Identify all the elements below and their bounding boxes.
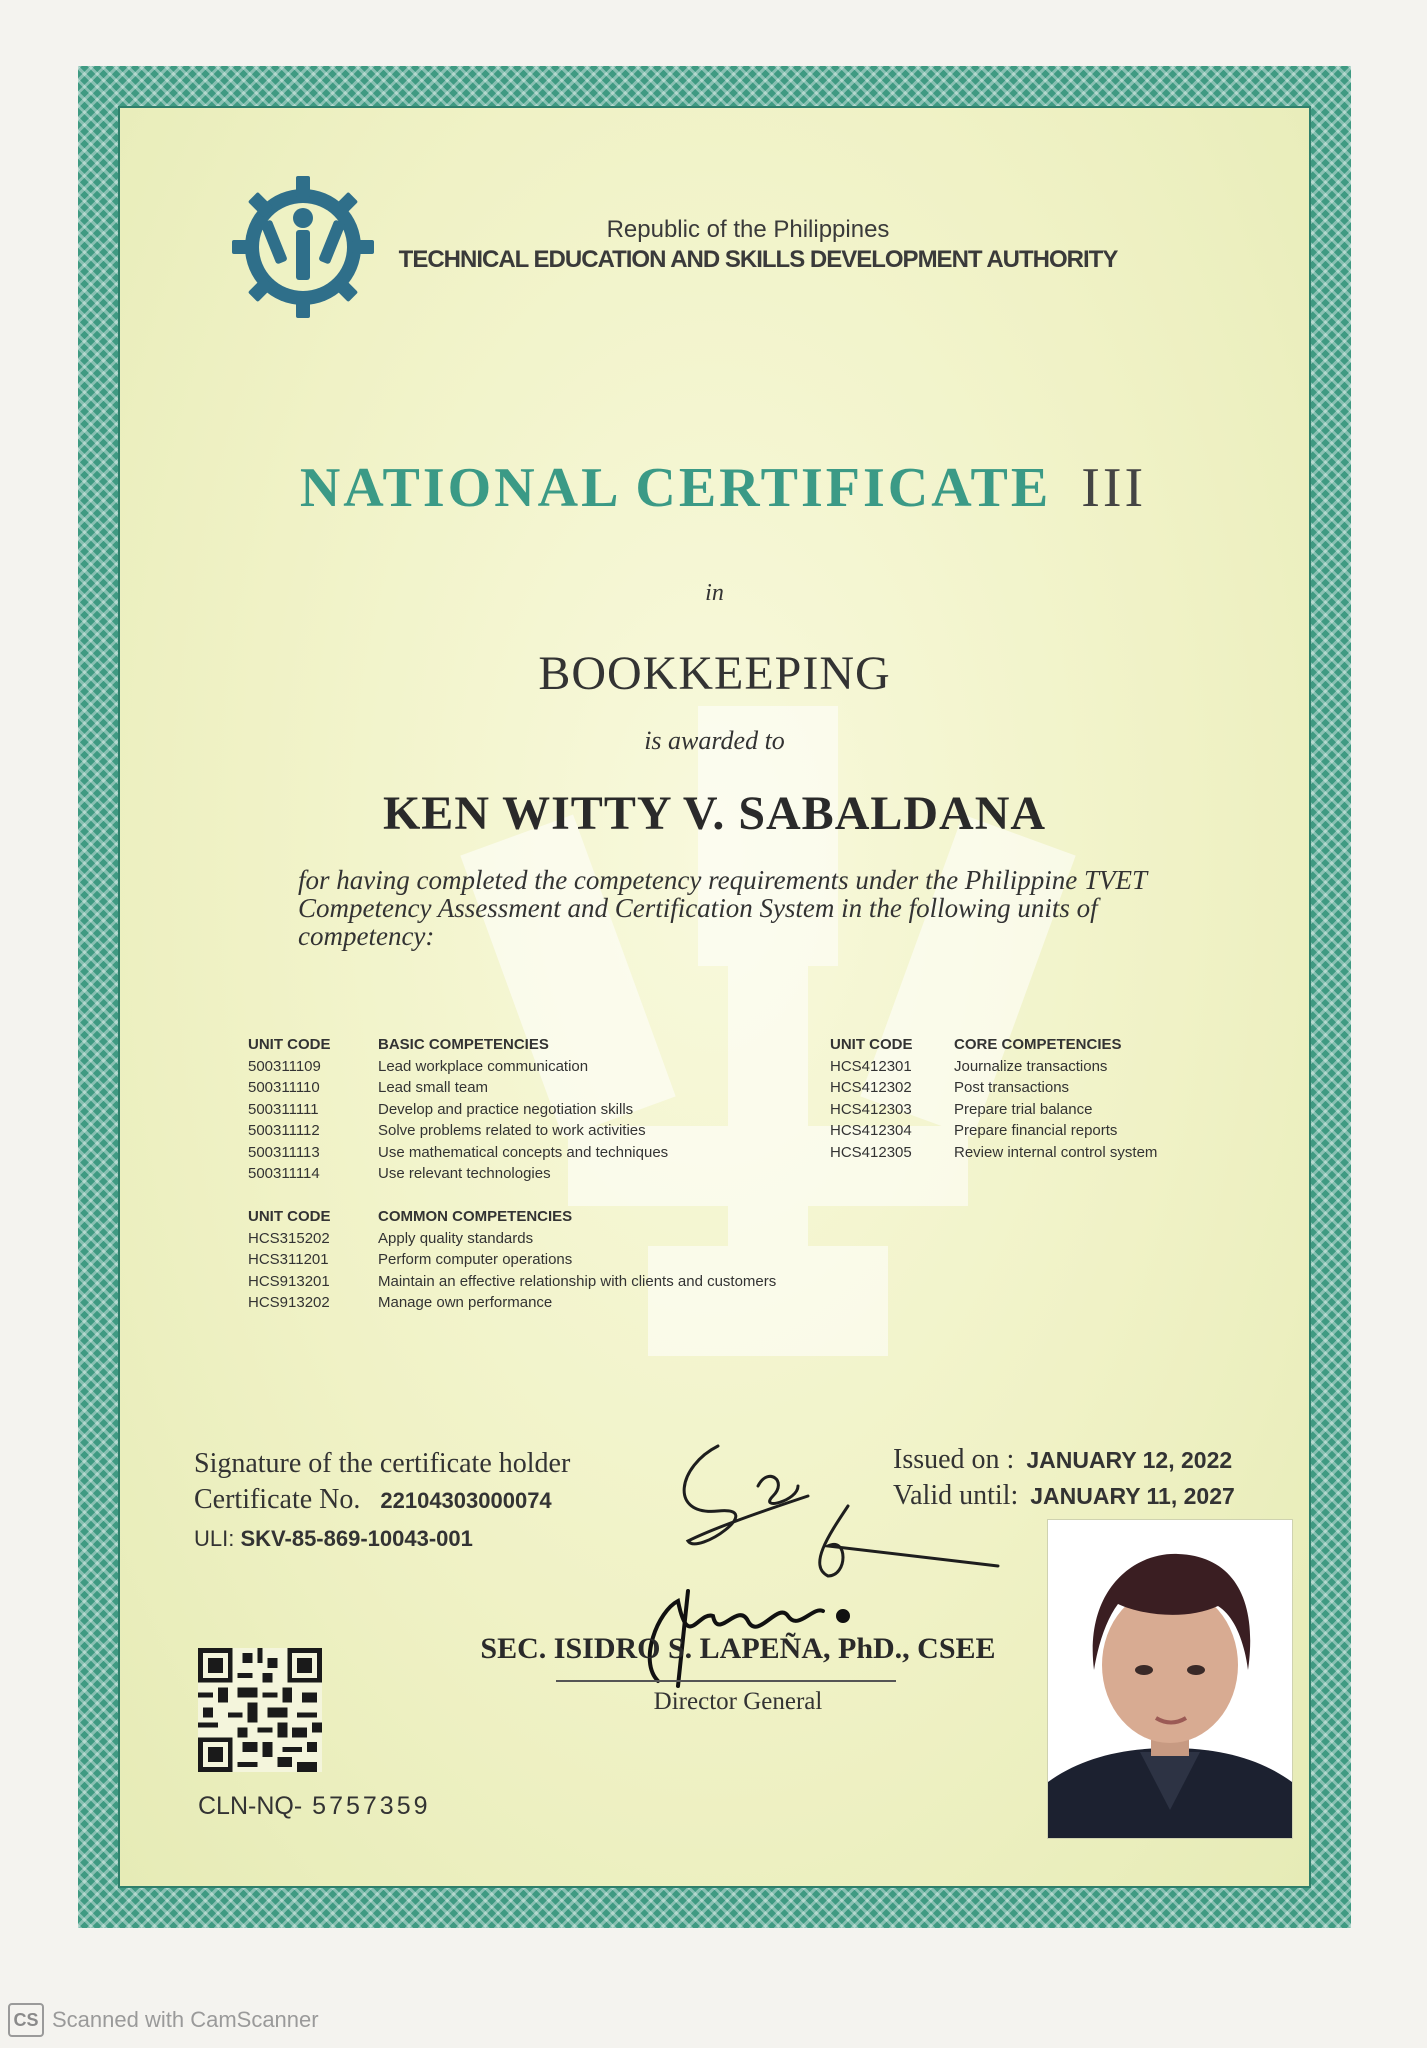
in-text: in (705, 580, 724, 606)
unit-title: Develop and practice negotiation skills (378, 1100, 634, 1118)
certificate-title (288, 456, 1158, 520)
unit-code-header: UNIT CODE (248, 1208, 331, 1225)
table-row (248, 1163, 748, 1185)
unit-code: 500311114 (248, 1165, 320, 1182)
unit-title: Post transactions (954, 1079, 1070, 1096)
qr-code-icon (198, 1648, 322, 1772)
unit-title: Lead small team (378, 1079, 489, 1096)
completion-statement: for having completed the competency requirements under the Philippine TVET Competency Assessment and Certification System in the following units of competency: (298, 865, 1147, 951)
table-row (248, 1077, 748, 1099)
valid-label: Valid until: (893, 1480, 1019, 1511)
competency-header: CORE COMPETENCIES (954, 1036, 1122, 1053)
unit-title: Prepare trial balance (954, 1100, 1093, 1118)
program-name: BOOKKEEPING (538, 647, 891, 700)
table-header (830, 1034, 1250, 1056)
table-row (830, 1142, 1250, 1164)
unit-code: 500311110 (248, 1079, 320, 1096)
holder-name: KEN WITTY V. SABALDANA (382, 787, 1047, 840)
certificate-number-label: Certificate No. (194, 1484, 361, 1515)
common-competencies-table (248, 1206, 848, 1314)
signature-line (556, 1680, 896, 1682)
scanner-text: Scanned with CamScanner (52, 2007, 319, 2032)
director-signature-icon (618, 1571, 878, 1691)
tesda-logo-icon (228, 172, 378, 322)
table-row (830, 1099, 1250, 1121)
scanner-footer (8, 2004, 319, 2036)
certificate-body (118, 106, 1311, 1888)
table-row (248, 1271, 848, 1293)
table-row (248, 1120, 748, 1142)
table-row (830, 1120, 1250, 1142)
unit-code-header: UNIT CODE (830, 1036, 913, 1053)
unit-code: HCS412301 (830, 1057, 912, 1075)
unit-title: Perform computer operations (378, 1251, 573, 1268)
unit-code: 500311109 (248, 1057, 321, 1075)
certificate-number-value: 22104303000074 (380, 1488, 552, 1513)
unit-title: Prepare financial reports (954, 1122, 1118, 1139)
table-row (248, 1099, 748, 1121)
valid-until (893, 1480, 1235, 1512)
cln-value: 5757359 (312, 1792, 431, 1820)
unit-code: HCS311201 (248, 1251, 329, 1268)
table-row (830, 1056, 1250, 1078)
unit-code: 500311112 (248, 1122, 320, 1139)
unit-title: Journalize transactions (954, 1057, 1108, 1075)
certificate-level: III (1081, 457, 1147, 519)
table-row (248, 1292, 848, 1314)
valid-date: JANUARY 11, 2027 (1030, 1483, 1235, 1509)
table-header (248, 1206, 848, 1228)
unit-title: Use relevant technologies (378, 1165, 551, 1182)
uli-label: ULI: (194, 1526, 235, 1551)
camscanner-logo: CS (8, 2003, 44, 2037)
unit-title: Review internal control system (954, 1143, 1158, 1161)
unit-code: HCS412302 (830, 1079, 912, 1096)
unit-code: HCS412305 (830, 1143, 912, 1161)
certificate-title-text: NATIONAL CERTIFICATE (299, 457, 1052, 519)
unit-code: HCS412303 (830, 1100, 912, 1118)
awarded-text: is awarded to (644, 726, 785, 755)
table-row (830, 1077, 1250, 1099)
holder-photo (1048, 1520, 1292, 1838)
unit-code: HCS913201 (248, 1272, 330, 1290)
basic-competencies-table (248, 1034, 748, 1185)
table-row (248, 1228, 848, 1250)
republic-heading: Republic of the Philippines (606, 216, 890, 243)
portrait-icon (1048, 1520, 1292, 1838)
unit-title: Lead workplace communication (378, 1057, 589, 1075)
issued-on (893, 1444, 1232, 1476)
table-row (248, 1142, 748, 1164)
unit-code: 500311111 (248, 1100, 319, 1118)
uli (194, 1526, 473, 1552)
agency-heading: TECHNICAL EDUCATION AND SKILLS DEVELOPMENT AUTHORITY (398, 246, 1118, 273)
competency-header: COMMON COMPETENCIES (378, 1208, 573, 1225)
certificate-border (78, 66, 1351, 1928)
core-competencies-table (830, 1034, 1250, 1163)
signature-label: Signature of the certificate holder (194, 1448, 571, 1479)
cln-label: CLN-NQ- (198, 1792, 303, 1820)
uli-value: SKV-85-869-10043-001 (240, 1526, 473, 1551)
cln-number (198, 1792, 431, 1821)
issued-label: Issued on : (893, 1444, 1015, 1475)
unit-title: Use mathematical concepts and techniques (378, 1143, 669, 1161)
unit-code: 500311113 (248, 1143, 320, 1161)
signatory-name: SEC. ISIDRO S. LAPEÑA, PhD., CSEE (480, 1632, 996, 1665)
unit-code: HCS315202 (248, 1229, 330, 1247)
issued-date: JANUARY 12, 2022 (1026, 1447, 1233, 1473)
unit-title: Maintain an effective relationship with clients and customers (378, 1272, 777, 1290)
competency-header: BASIC COMPETENCIES (378, 1036, 549, 1053)
unit-code: HCS913202 (248, 1294, 330, 1311)
unit-title: Solve problems related to work activities (378, 1122, 646, 1139)
unit-code: HCS412304 (830, 1122, 912, 1139)
unit-title: Apply quality standards (378, 1229, 534, 1247)
table-row (248, 1249, 848, 1271)
table-header (248, 1034, 748, 1056)
unit-title: Manage own performance (378, 1294, 553, 1311)
table-row (248, 1056, 748, 1078)
certificate-number (194, 1484, 552, 1516)
unit-code-header: UNIT CODE (248, 1036, 331, 1053)
signatory-title: Director General (653, 1688, 823, 1715)
